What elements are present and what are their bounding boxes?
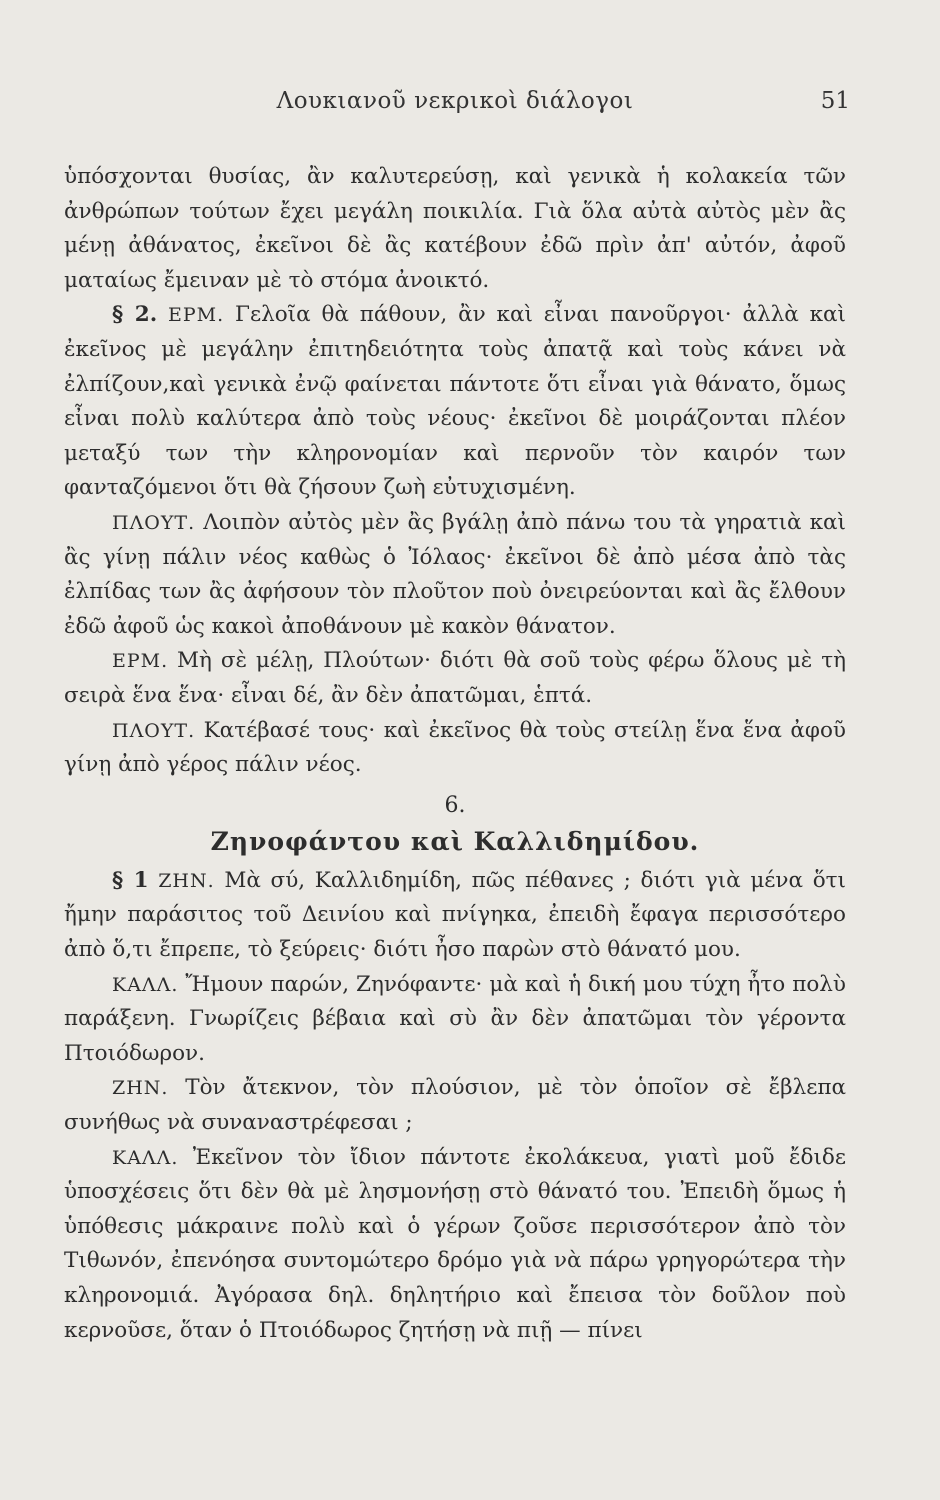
speaker-label: ΕΡΜ. xyxy=(112,650,169,673)
paragraph xyxy=(64,506,846,644)
paragraph-text: Κατέβασέ τους· καὶ ἐκεῖνος θὰ τοὺς στείλῃ ἕνα ἕνα ἀφοῦ γίνῃ ἀπὸ γέρος πάλιν νέος. xyxy=(64,717,846,778)
speaker-label: ΖΗΝ. xyxy=(158,869,215,892)
speaker-label: ΠΛΟΥΤ. xyxy=(112,511,196,534)
paragraph xyxy=(64,968,846,1072)
speaker-label: ΠΛΟΥΤ. xyxy=(112,719,196,742)
section-mark: § 1 xyxy=(112,867,149,893)
paragraph-text: Λοιπὸν αὐτὸς μὲν ἂς βγάλῃ ἀπὸ πάνω του τὰ γηρατιὰ καὶ ἂς γίνῃ πάλιν νέος καθὼς ὁ Ἰόλαος· ἐκεῖνοι δὲ ἀπὸ μέσα ἀπὸ τὰς ἐλπίδας των ἂς ἀφήσουν τὸν πλοῦτον ποὺ ὀνειρεύονται καὶ ἂς ἔλθουν ἐδῶ ἀφοῦ ὡς κακοὶ ἀποθάνουν μὲ κακὸν θάνατον. xyxy=(64,509,846,639)
paragraph xyxy=(64,1141,846,1349)
paragraph-text: Ἐκεῖνον τὸν ἴδιον πάντοτε ἐκολάκευα, γιατὶ μοῦ ἔδιδε ὑποσχέσεις ὅτι δὲν θὰ μὲ λησμονήσῃ στὸ θάνατό του. Ἐπειδὴ ὅμως ἡ ὑπόθεσις μάκραινε πολὺ καὶ ὁ γέρων ζοῦσε περισσότερον ἀπὸ τὸν Τιθωνόν, ἐπενόησα συντομώτερο δρόμο γιὰ νὰ πάρω γρηγορώτερα τὴν κληρονομιά. Ἀγόρασα δηλ. δηλητήριο καὶ ἔπεισα τὸν δοῦλον ποὺ κερνοῦσε, ὅταν ὁ Πτοιόδωρος ζητήσῃ νὰ πιῇ — πίνει xyxy=(64,1144,846,1343)
dialogue-number: 6. xyxy=(444,792,466,818)
paragraph-text: ὑπόσχονται θυσίας, ἂν καλυτερεύσῃ, καὶ γενικὰ ἡ κολακεία τῶν ἀνθρώπων τούτων ἔχει μεγάλη ποικιλία. Γιὰ ὅλα αὐτὰ αὐτὸς μὲν ἂς μένῃ ἀθάνατος, ἐκεῖνοι δὲ ἂς κατέβουν ἐδῶ πρὶν ἀπ' αὐτόν, ἀφοῦ ματαίως ἔμειναν μὲ τὸ στόμα ἀνοικτό. xyxy=(64,164,846,293)
paragraph xyxy=(64,864,846,968)
paragraph-text: Τὸν ἄτεκνον, τὸν πλούσιον, μὲ τὸν ὁποῖον σὲ ἔβλεπα συνήθως νὰ συναναστρέφεσαι ; xyxy=(64,1075,847,1136)
speaker-label: ΚΑΛΛ. xyxy=(112,1146,179,1169)
speaker-label: ΕΡΜ. xyxy=(168,304,225,327)
speaker-label: ΚΑΛΛ. xyxy=(112,973,179,996)
dialogue-title: Ζηνοφάντου καὶ Καλλιδημίδου. xyxy=(210,827,700,857)
page-header xyxy=(60,88,850,124)
running-title: Λουκιανοῦ νεκρικοὶ διάλογοι xyxy=(276,88,634,114)
speaker-label: ΖΗΝ. xyxy=(112,1077,169,1100)
paragraph-text: Γελοῖα θὰ πάθουν, ἂν καὶ εἶναι πανοῦργοι· ἀλλὰ καὶ ἐκεῖνος μὲ μεγάλην ἐπιτηδειότητα τοὺς ἀπατᾷ καὶ τοὺς κάνει νὰ ἐλπίζουν,καὶ γενικὰ ἐνῷ φαίνεται πάντοτε ὅτι εἶναι γιὰ θάνατο, ὅμως εἶναι πολὺ καλύτερα ἀπὸ τοὺς νέους· ἐκεῖνοι δὲ μοιράζονται πλέον μεταξύ των τὴν κληρονομίαν καὶ περνοῦν τὸν καιρόν των φανταζόμενοι ὅτι θὰ ζήσουν ζωὴ εὐτυχισμένη. xyxy=(64,302,846,501)
page-number: 51 xyxy=(820,88,850,114)
page-body xyxy=(64,160,846,1348)
section-mark: § 2. xyxy=(112,302,158,328)
paragraph xyxy=(64,644,846,713)
paragraph-text: Μὰ σύ, Καλλιδημίδη, πῶς πέθανες ; διότι γιὰ μένα ὅτι ἤμην παράσιτος τοῦ Δεινίου καὶ πνίγηκα, ἐπειδὴ ἔφαγα περισσότερο ἀπὸ ὅ,τι ἔπρεπε, τὸ ξεύρεις· διότι ἦσο παρὼν στὸ θάνατό μου. xyxy=(64,867,846,963)
paragraph xyxy=(64,1071,846,1140)
paragraph-text: Μὴ σὲ μέλῃ, Πλούτων· διότι θὰ σοῦ τοὺς φέρω ὅλους μὲ τὴ σειρὰ ἕνα ἕνα· εἶναι δέ, ἂν δὲν ἀπατῶμαι, ἑπτά. xyxy=(64,648,846,708)
paragraph xyxy=(64,714,846,783)
paragraph-text: Ἤμουν παρών, Ζηνόφαντε· μὰ καὶ ἡ δική μου τύχη ἦτο πολὺ παράξενη. Γνωρίζεις βέβαια καὶ σὺ ἂν δὲν ἀπατῶμαι τὸν γέροντα Πτοιόδωρον. xyxy=(64,971,846,1066)
paragraph xyxy=(64,160,846,298)
paragraph xyxy=(64,298,846,506)
